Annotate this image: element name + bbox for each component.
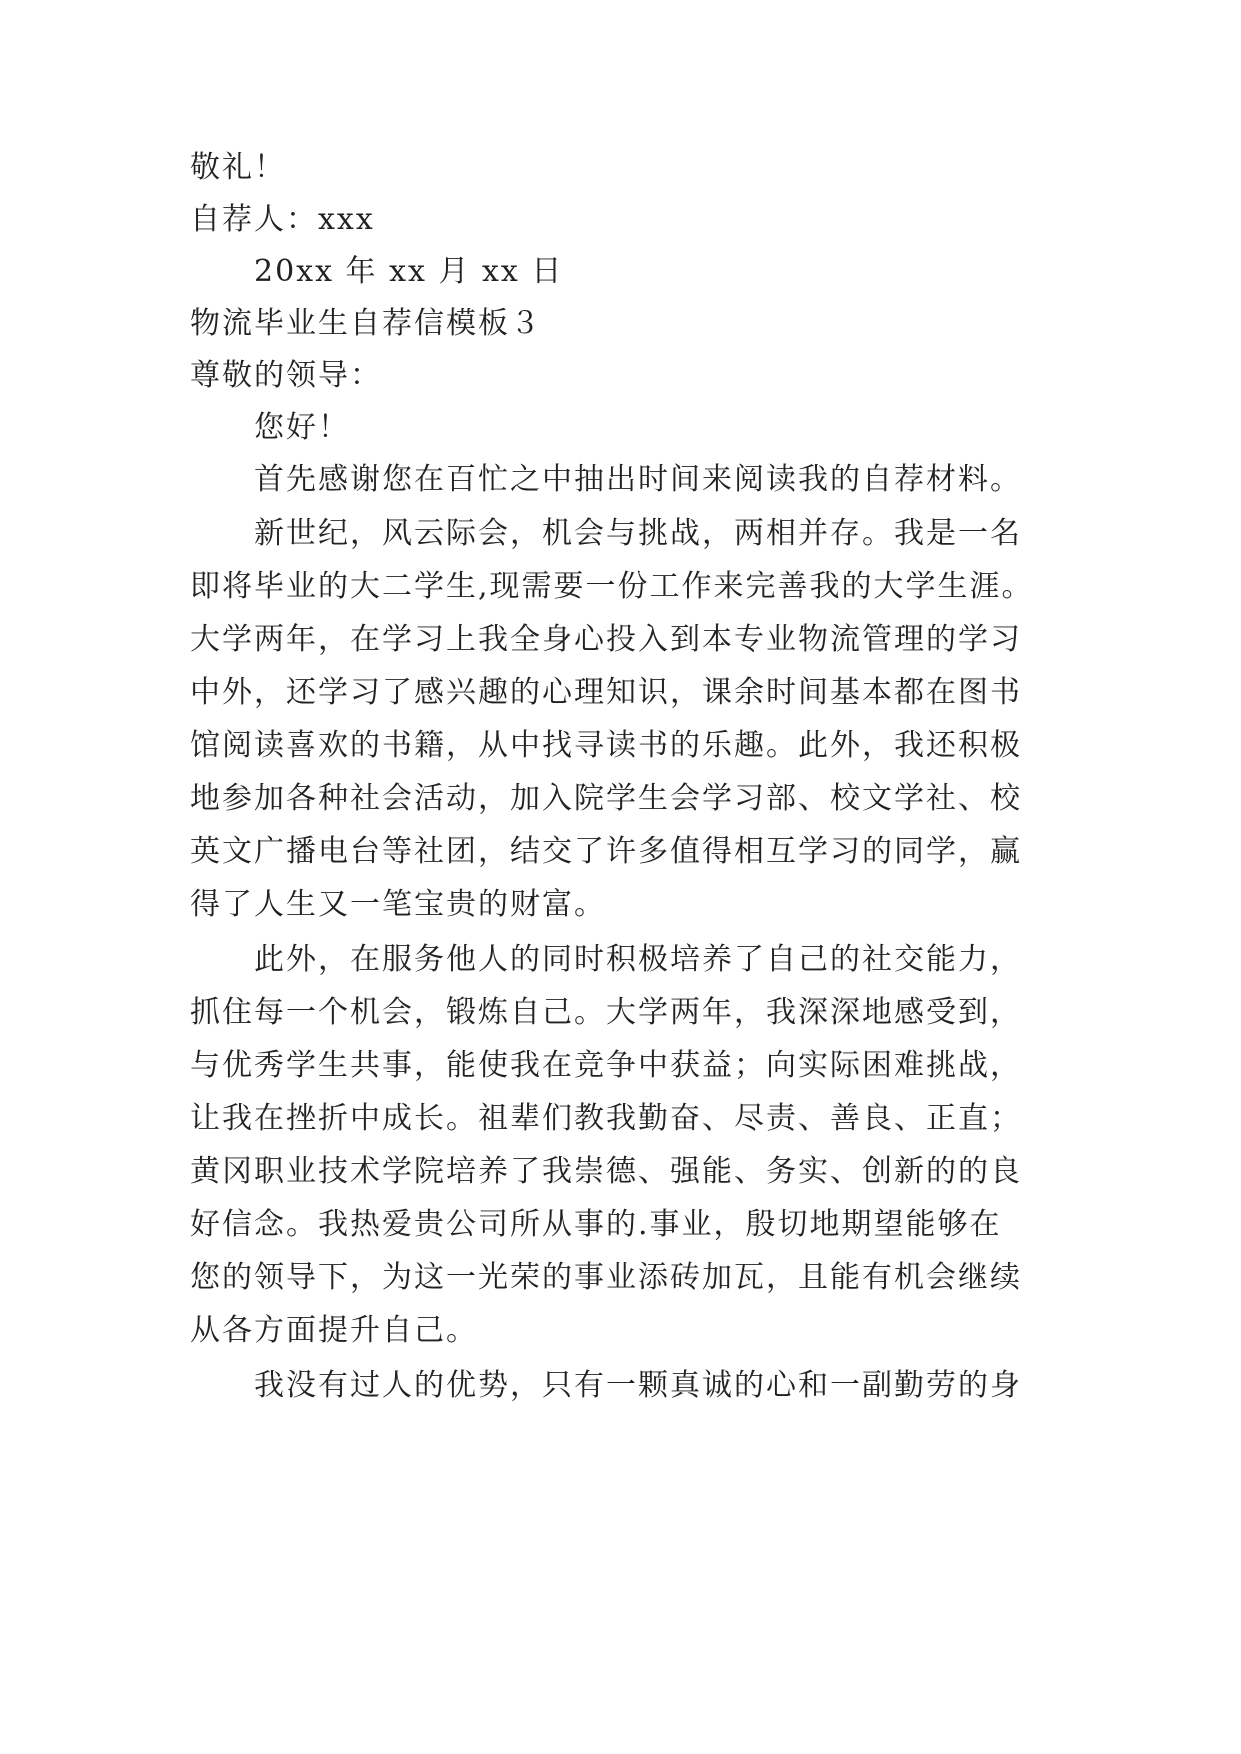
greeting: 您好！ [254,410,350,445]
paragraph-line: 地参加各种社会活动，加入院学生会学习部、校文学社、校 [190,781,1022,816]
document-title: 物流毕业生自荐信模板３ [190,306,542,341]
closing-text: 敬礼！ [190,150,286,185]
signer-line: 自荐人：xxx [190,202,375,237]
paragraph-line: 首先感谢您在百忙之中抽出时间来阅读我的自荐材料。 [254,462,1022,497]
paragraph-line: 得了人生又一笔宝贵的财富。 [190,887,606,922]
paragraph-line: 我没有过人的优势，只有一颗真诚的心和一副勤劳的身 [254,1368,1022,1403]
paragraph-line: 您的领导下，为这一光荣的事业添砖加瓦，且能有机会继续 [190,1260,1022,1295]
salutation: 尊敬的领导： [190,358,382,393]
paragraph-line: 黄冈职业技术学院培养了我崇德、强能、务实、创新的的良 [190,1154,1022,1189]
paragraph-line: 与优秀学生共事，能使我在竞争中获益；向实际困难挑战， [190,1048,1022,1083]
paragraph-line: 英文广播电台等社团，结交了许多值得相互学习的同学，赢 [190,834,1022,869]
paragraph-line: 新世纪，风云际会，机会与挑战，两相并存。我是一名 [254,516,1022,551]
paragraph-line: 大学两年，在学习上我全身心投入到本专业物流管理的学习 [190,622,1022,657]
paragraph-line: 让我在挫折中成长。祖辈们教我勤奋、尽责、善良、正直； [190,1101,1022,1136]
paragraph-line: 馆阅读喜欢的书籍，从中找寻读书的乐趣。此外，我还积极 [190,728,1022,763]
paragraph-line: 从各方面提升自己。 [190,1313,478,1348]
date-line: 20xx 年 xx 月 xx 日 [254,254,564,289]
paragraph-line: 此外，在服务他人的同时积极培养了自己的社交能力， [254,942,1022,977]
paragraph-line: 即将毕业的大二学生,现需要一份工作来完善我的大学生涯。 [190,569,1034,604]
paragraph-line: 好信念。我热爱贵公司所从事的.事业，殷切地期望能够在 [190,1207,1002,1242]
paragraph-line: 抓住每一个机会，锻炼自己。大学两年，我深深地感受到， [190,995,1022,1030]
paragraph-line: 中外，还学习了感兴趣的心理知识，课余时间基本都在图书 [190,675,1022,710]
